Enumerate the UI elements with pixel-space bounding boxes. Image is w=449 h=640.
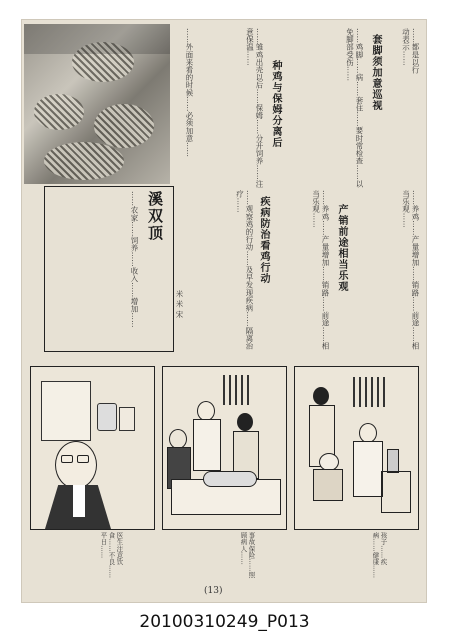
production-body-left: ……养鸡……产量增加……销路……前途……相当乐观……	[311, 190, 330, 350]
medicine-label	[49, 385, 83, 435]
photo-baskets	[24, 24, 170, 184]
caption-middle-text: 事故保险……照顾病人……	[239, 532, 256, 579]
boxed-article	[44, 186, 174, 352]
caption-left-text: 医生注意饮食……不良……平日……	[99, 532, 124, 579]
caption-right-text: 孩子……疾病……健康……	[371, 532, 388, 579]
caption-right	[294, 532, 417, 584]
brooding-body: ……雏鸡出壳以后……保姆……分开饲养……注意保温……	[245, 28, 264, 188]
magazine-page	[22, 20, 426, 602]
heading-brooding: 种鸡与保姆分离后	[270, 60, 281, 148]
cartoon-panel-right	[294, 366, 419, 530]
heading-disease-mid: 疾病防治看鸡行动	[258, 196, 269, 284]
top-text-col1: ……都是以行动表示……	[401, 28, 420, 74]
production-body-right: ……养鸡……产量增加……销路……前途……相当乐观……	[401, 190, 420, 350]
page-number: (13)	[204, 586, 223, 596]
feet-body: ……鸡脚……病……套住……要时常检查……以免脚部受伤……	[345, 28, 364, 188]
boxed-body: ……农家……饲养……收入……增加……	[130, 191, 139, 328]
heading-feet: 套脚须加意巡视	[370, 34, 381, 111]
byline: 米 米 宋	[175, 290, 184, 318]
caption-left	[30, 532, 153, 584]
heading-production: 产销前途相当乐观	[336, 204, 347, 292]
cartoon-panel-middle	[162, 366, 287, 530]
cartoon-panel-left	[30, 366, 155, 530]
top-text-col2: ……外面来看的时候……必须加意……	[185, 28, 194, 158]
caption-middle	[162, 532, 285, 584]
boxed-title: 溪双顶	[146, 191, 164, 242]
disease-text-col: ……观察鸡的行动……及早发现疾病……隔离治疗……	[235, 190, 254, 350]
image-id: 20100310249_P013	[139, 612, 310, 632]
